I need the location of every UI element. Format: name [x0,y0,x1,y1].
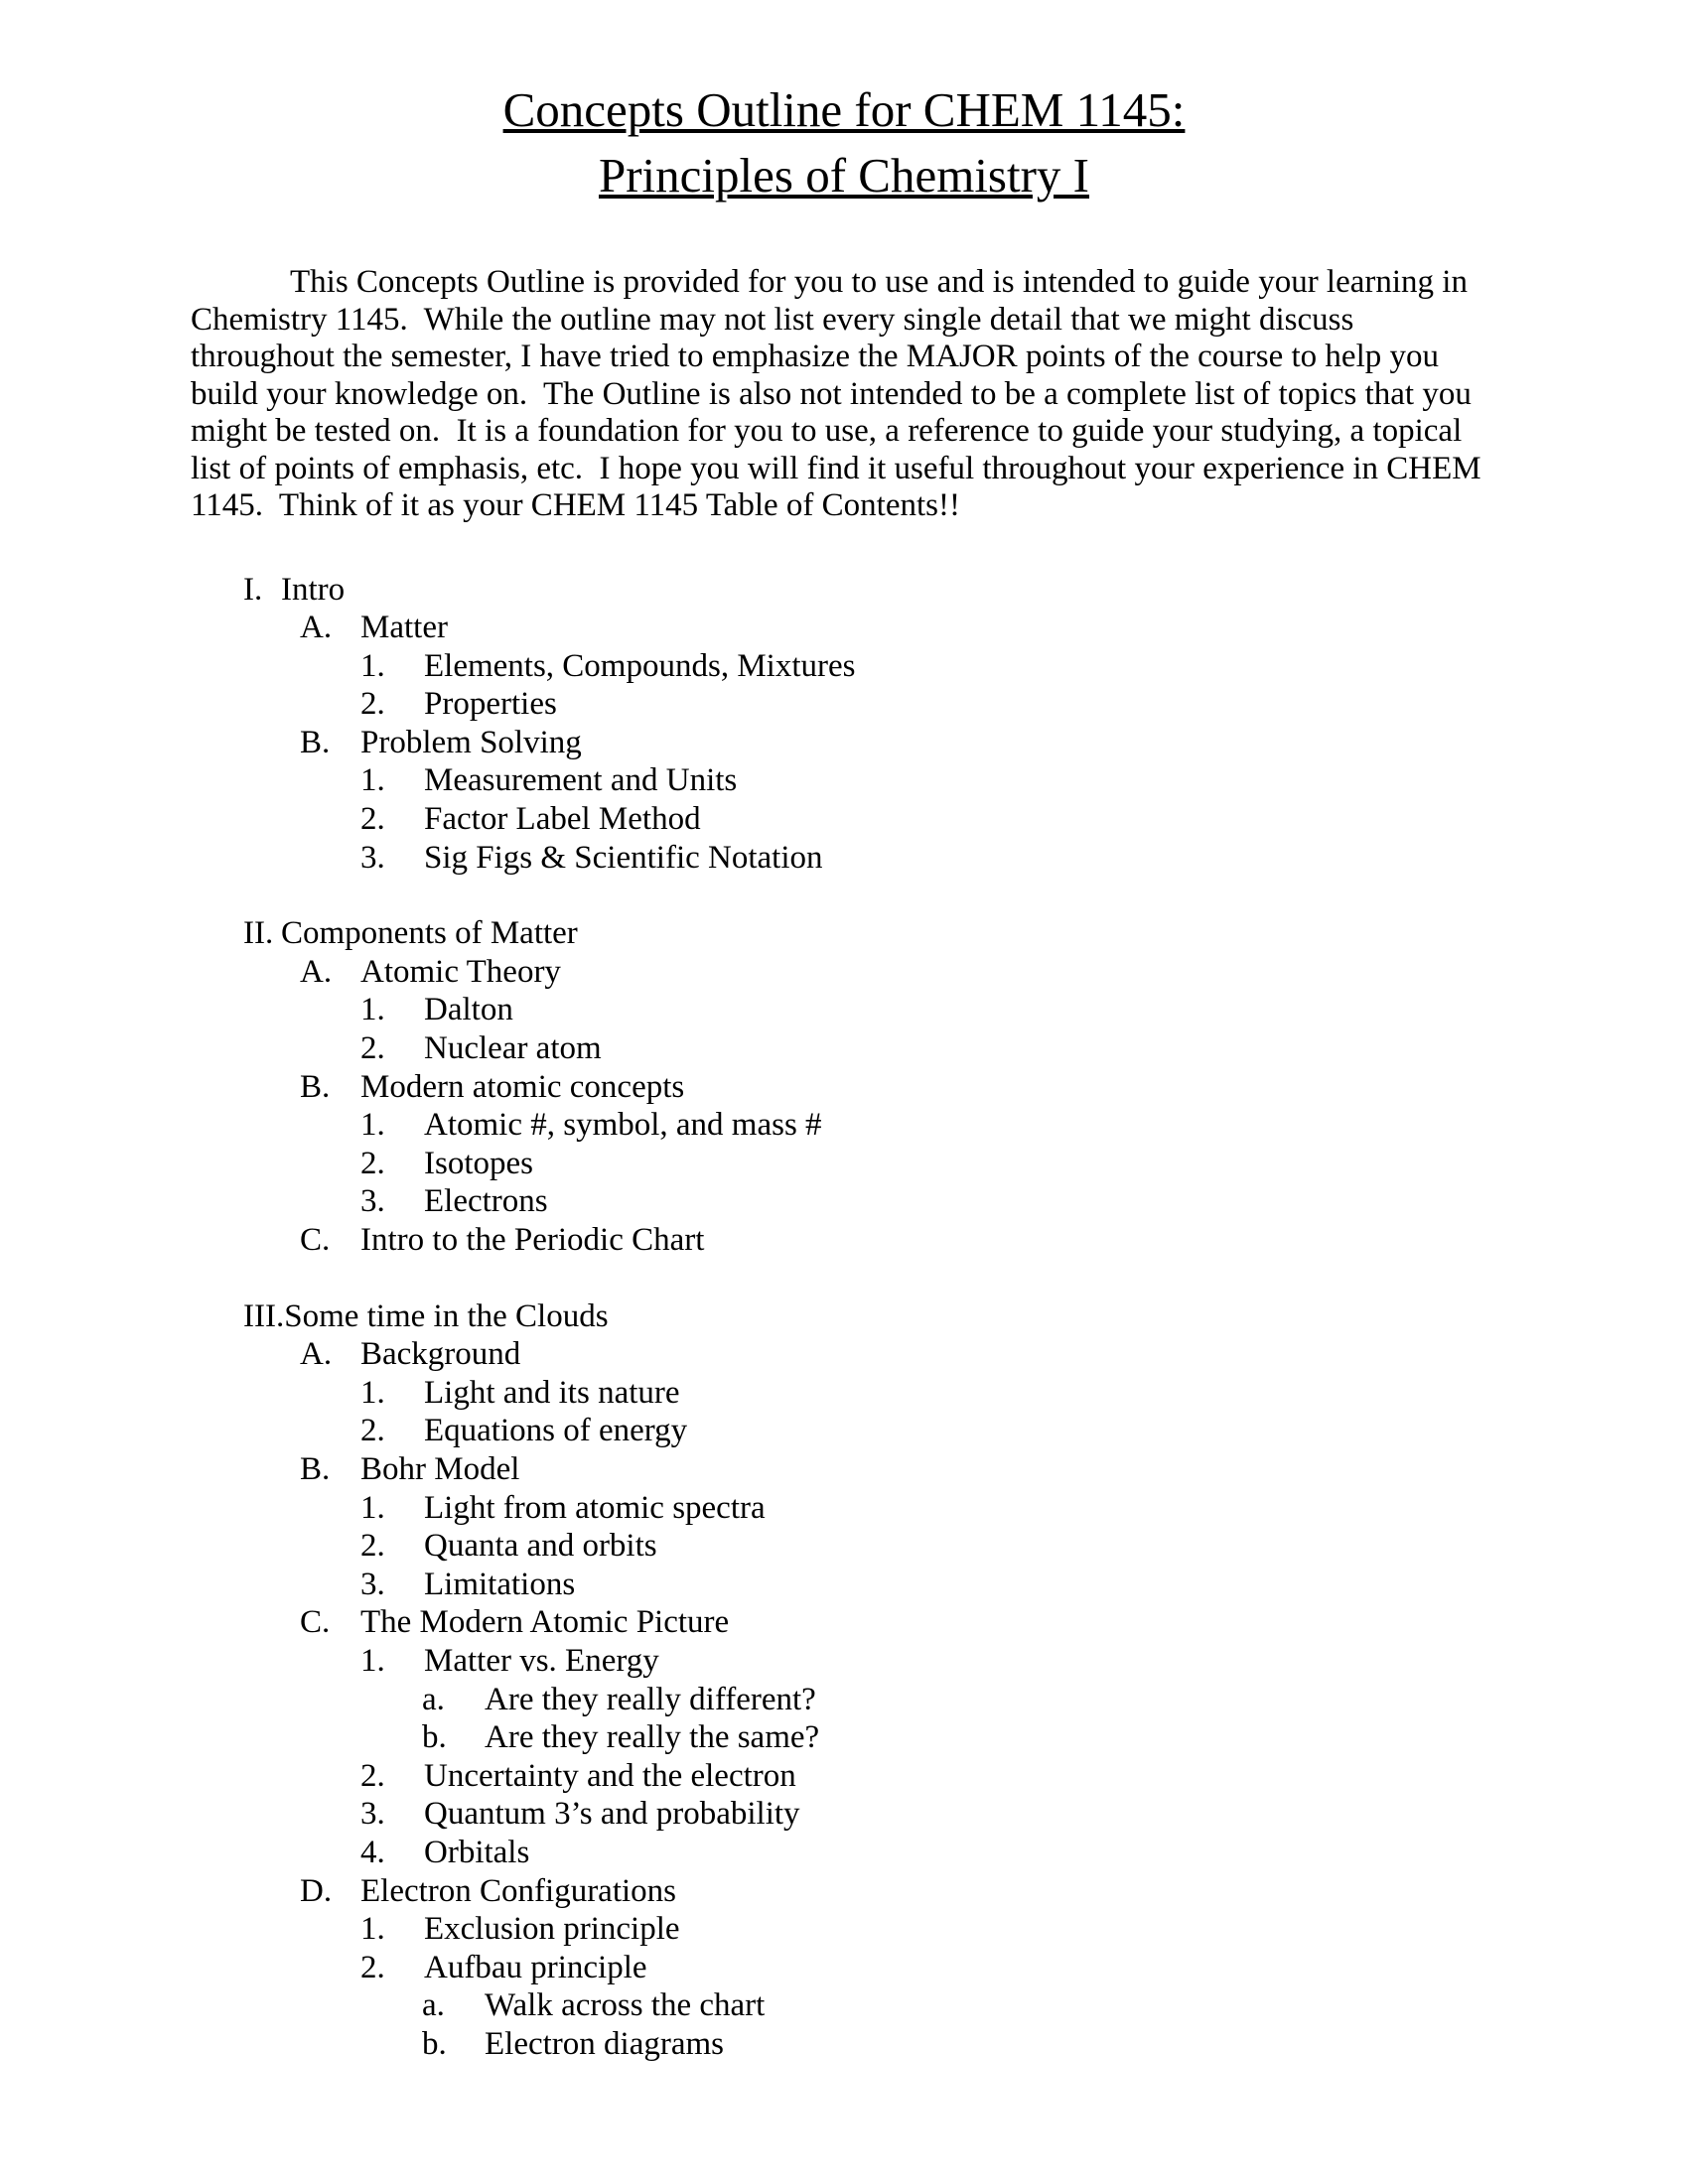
outline-row-level-3 [0,1910,1688,1949]
outline-item-text: Intro to the Periodic Chart [360,1222,705,1258]
outline-marker: II. [243,915,274,952]
outline-item-text: Light and its nature [424,1374,680,1411]
outline-item-text: Isotopes [424,1145,533,1181]
outline-item-text: Quantum 3’s and probability [424,1796,800,1833]
outline-row-level-3 [0,1566,1688,1604]
outline-item-text: Orbitals [424,1834,530,1870]
outline-item-text: Light from atomic spectra [424,1489,766,1526]
outline-marker: 2. [360,1145,385,1181]
outline-marker: B. [300,1068,331,1105]
outline [0,571,1688,2064]
outline-row-level-3 [0,685,1688,724]
outline-row-level-3 [0,800,1688,839]
outline-row-level-3 [0,1757,1688,1796]
outline-item-text: Atomic Theory [360,953,561,990]
outline-marker: 1. [360,1642,385,1679]
outline-marker: 1. [360,647,385,684]
outline-row-level-2 [0,1450,1688,1489]
outline-marker: 1. [360,1374,385,1411]
outline-row-level-4 [0,1681,1688,1719]
outline-row-level-3 [0,647,1688,686]
outline-row-level-3 [0,991,1688,1029]
outline-row-level-2 [0,1221,1688,1260]
outline-item-text: Aufbau principle [424,1949,647,1985]
outline-row-level-3 [0,1949,1688,1987]
outline-item-text: Exclusion principle [424,1911,680,1948]
outline-row-level-3 [0,839,1688,878]
outline-item-text: Problem Solving [360,724,582,760]
outline-marker: 2. [360,801,385,838]
outline-row-level-1 [0,1297,1688,1336]
outline-item-text: Equations of energy [424,1413,688,1449]
outline-marker: A. [300,610,333,646]
outline-item-text: Electrons [424,1183,548,1220]
outline-marker: 2. [360,1757,385,1794]
outline-item-text: Nuclear atom [424,1030,602,1067]
outline-item-text: Some time in the Clouds [284,1297,609,1334]
outline-marker: III. [243,1297,285,1334]
outline-marker: 3. [360,1183,385,1220]
title-line-1-wrap [0,77,1688,143]
outline-row-level-3 [0,1642,1688,1681]
outline-marker: A. [300,953,333,990]
outline-item-text: Electron diagrams [485,2025,724,2062]
outline-marker: 1. [360,1489,385,1526]
outline-item-text: Limitations [424,1566,576,1602]
outline-marker: 2. [360,1528,385,1565]
title-line-2: Principles of Chemistry I [598,148,1090,203]
outline-item-text: Sig Figs & Scientific Notation [424,839,823,876]
outline-marker: 3. [360,839,385,876]
outline-row-level-3 [0,1834,1688,1872]
outline-item-text: Components of Matter [281,915,578,952]
outline-item-text: Are they really the same? [485,1719,820,1756]
outline-row-level-3 [0,1527,1688,1566]
outline-marker: 1. [360,762,385,799]
outline-marker: 1. [360,1107,385,1144]
outline-marker: 2. [360,1949,385,1985]
outline-row-level-2 [0,1335,1688,1374]
outline-row-level-3 [0,1106,1688,1145]
title-line-1: Concepts Outline for CHEM 1145: [502,82,1186,137]
outline-item-text: Factor Label Method [424,801,701,838]
outline-section [0,1297,1688,2064]
outline-row-level-3 [0,1374,1688,1413]
outline-item-text: Intro [281,571,346,608]
outline-item-text: Measurement and Units [424,762,738,799]
document-title [0,0,1688,208]
outline-item-text: Quanta and orbits [424,1528,657,1565]
outline-item-text: Background [360,1336,521,1373]
outline-item-text: The Modern Atomic Picture [360,1604,730,1641]
outline-row-level-4 [0,1986,1688,2025]
outline-item-text: Uncertainty and the electron [424,1757,796,1794]
outline-section [0,571,1688,878]
outline-item-text: Atomic #, symbol, and mass # [424,1107,822,1144]
outline-row-level-3 [0,1489,1688,1528]
outline-row-level-1 [0,571,1688,610]
outline-row-level-3 [0,1145,1688,1183]
outline-item-text: Are they really different? [485,1681,816,1717]
outline-marker: 2. [360,1030,385,1067]
outline-marker: 1. [360,992,385,1028]
outline-marker: b. [422,2025,447,2062]
outline-section [0,914,1688,1259]
outline-marker: I. [243,571,263,608]
outline-marker: b. [422,1719,447,1756]
outline-item-text: Electron Configurations [360,1872,677,1909]
outline-marker: C. [300,1604,331,1641]
outline-marker: 1. [360,1911,385,1948]
outline-marker: A. [300,1336,333,1373]
outline-item-text: Walk across the chart [485,1987,766,2024]
outline-marker: a. [422,1681,445,1717]
outline-item-text: Modern atomic concepts [360,1068,685,1105]
outline-item-text: Matter vs. Energy [424,1642,659,1679]
outline-row-level-3 [0,761,1688,800]
outline-item-text: Elements, Compounds, Mixtures [424,647,856,684]
outline-row-level-4 [0,1718,1688,1757]
outline-row-level-2 [0,1068,1688,1107]
outline-row-level-3 [0,1795,1688,1834]
outline-marker: B. [300,724,331,760]
outline-row-level-2 [0,724,1688,762]
intro-paragraph: This Concepts Outline is provided for you to use and is intended to guide your learning in Chemistry 1145. While the outline may not list every single detail that we might discuss throughout the semester, I have tried to emphasize the MAJOR points of the course to help you build your knowledge on. The Outline is also not intended to be a complete list of topics that you might be tested on. It is a foundation for you to use, a reference to guide your studying, a topical list of points of emphasis, etc. I hope you will find it useful throughout your experience in CHEM 1145. Think of it as your CHEM 1145 Table of Contents!! [191,264,1489,523]
outline-row-level-3 [0,1029,1688,1068]
outline-item-text: Dalton [424,992,513,1028]
outline-item-text: Properties [424,686,557,723]
outline-row-level-1 [0,914,1688,953]
outline-row-level-2 [0,1603,1688,1642]
outline-marker: 2. [360,686,385,723]
outline-item-text: Matter [360,610,448,646]
outline-row-level-2 [0,609,1688,647]
outline-row-level-3 [0,1412,1688,1450]
outline-row-level-2 [0,1872,1688,1911]
title-line-2-wrap [0,143,1688,208]
outline-marker: D. [300,1872,333,1909]
outline-marker: 3. [360,1566,385,1602]
outline-marker: 4. [360,1834,385,1870]
outline-marker: 3. [360,1796,385,1833]
outline-marker: C. [300,1222,331,1258]
outline-item-text: Bohr Model [360,1450,520,1487]
outline-marker: a. [422,1987,445,2024]
outline-marker: B. [300,1450,331,1487]
outline-row-level-3 [0,1182,1688,1221]
outline-marker: 2. [360,1413,385,1449]
outline-row-level-4 [0,2025,1688,2064]
outline-row-level-2 [0,953,1688,992]
